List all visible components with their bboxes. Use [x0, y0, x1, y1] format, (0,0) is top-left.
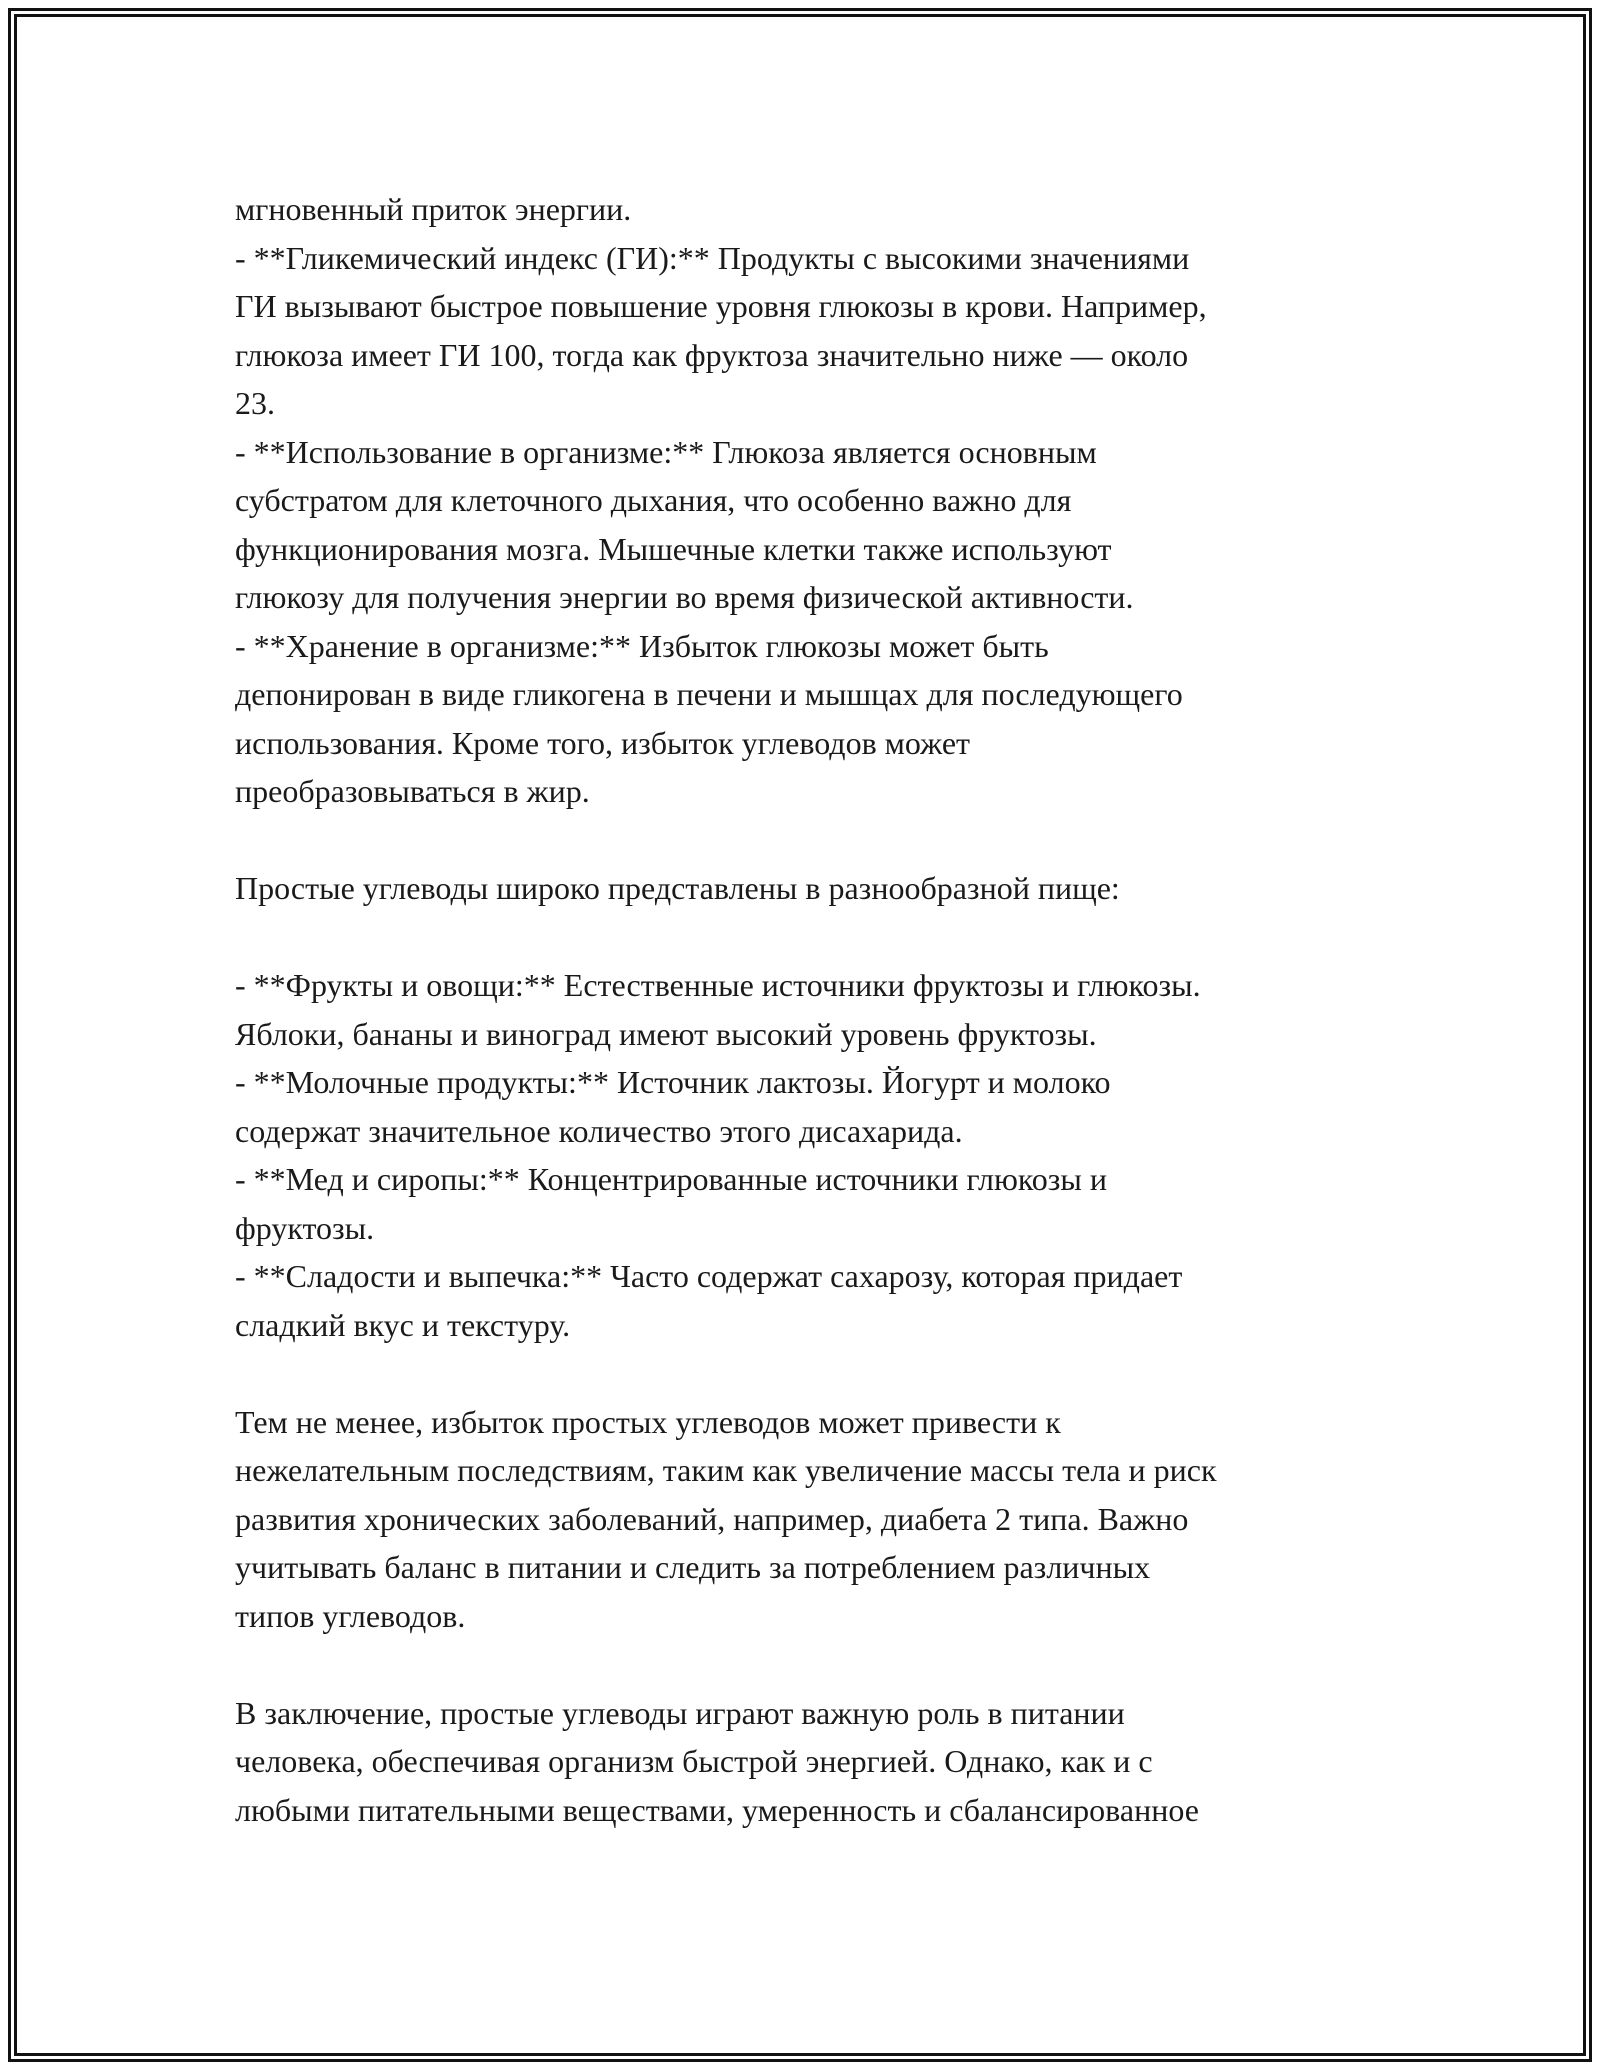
text-line: использования. Кроме того, избыток углеводов может: [235, 724, 970, 761]
blank-line: [235, 913, 1385, 962]
text-line: человека, обеспечивая организм быстрой энергией. Однако, как и с: [235, 1743, 1153, 1779]
text-line: 23.: [235, 385, 275, 421]
text-line: нежелательным последствиям, таким как увеличение массы тела и риск: [235, 1452, 1217, 1488]
text-line: - **Использование в организме:** Глюкоза является основным: [235, 433, 1097, 470]
text-line: - **Сладости и выпечка:** Часто содержат сахарозу, которая придает: [235, 1258, 1183, 1294]
blank-line: [235, 1640, 1385, 1689]
text-line: В заключение, простые углеводы играют важную роль в питании: [235, 1694, 1125, 1731]
text-line: преобразовываться в жир.: [235, 773, 590, 809]
blank-line: [235, 816, 1385, 865]
text-line: фруктозы.: [235, 1209, 375, 1246]
text-line: развития хронических заболеваний, например, диабета 2 типа. Важно: [235, 1500, 1189, 1537]
text-line: субстратом для клеточного дыхания, что особенно важно для: [235, 482, 1072, 518]
text-line: - **Гликемический индекс (ГИ):** Продукты с высокими значениями: [235, 239, 1190, 276]
text-line: глюкоза имеет ГИ 100, тогда как фруктоза значительно ниже — около: [235, 336, 1189, 373]
text-line: типов углеводов.: [235, 1597, 466, 1634]
text-line: - **Хранение в организме:** Избыток глюкозы может быть: [235, 627, 1049, 664]
text-line: любыми питательными веществами, умеренность и сбалансированное: [235, 1791, 1199, 1828]
text-line: - **Мед и сиропы:** Концентрированные источники глюкозы и: [235, 1161, 1108, 1197]
text-line: сладкий вкус и текстуру.: [235, 1306, 571, 1343]
text-line: - **Молочные продукты:** Источник лактозы. Йогурт и молоко: [235, 1064, 1111, 1100]
text-line: Тем не менее, избыток простых углеводов может привести к: [235, 1403, 1061, 1440]
text-line: Яблоки, бананы и виноград имеют высокий уровень фруктозы.: [235, 1015, 1097, 1052]
text-line: - **Фрукты и овощи:** Естественные источники фруктозы и глюкозы.: [235, 967, 1201, 1003]
text-line: мгновенный приток энергии.: [235, 191, 632, 227]
text-line: депонирован в виде гликогена в печени и мышцах для последующего: [235, 676, 1183, 712]
blank-line: [235, 1349, 1385, 1398]
document-body: [235, 185, 1385, 1834]
text-line: функционирования мозга. Мышечные клетки также используют: [235, 530, 1112, 567]
text-line: учитывать баланс в питании и следить за потреблением различных: [235, 1549, 1151, 1585]
text-line: Простые углеводы широко представлены в разнообразной пище:: [235, 870, 1120, 906]
text-line: глюкозу для получения энергии во время физической активности.: [235, 579, 1134, 615]
text-line: ГИ вызывают быстрое повышение уровня глюкозы в крови. Например,: [235, 288, 1207, 324]
text-line: содержат значительное количество этого дисахарида.: [235, 1112, 963, 1149]
